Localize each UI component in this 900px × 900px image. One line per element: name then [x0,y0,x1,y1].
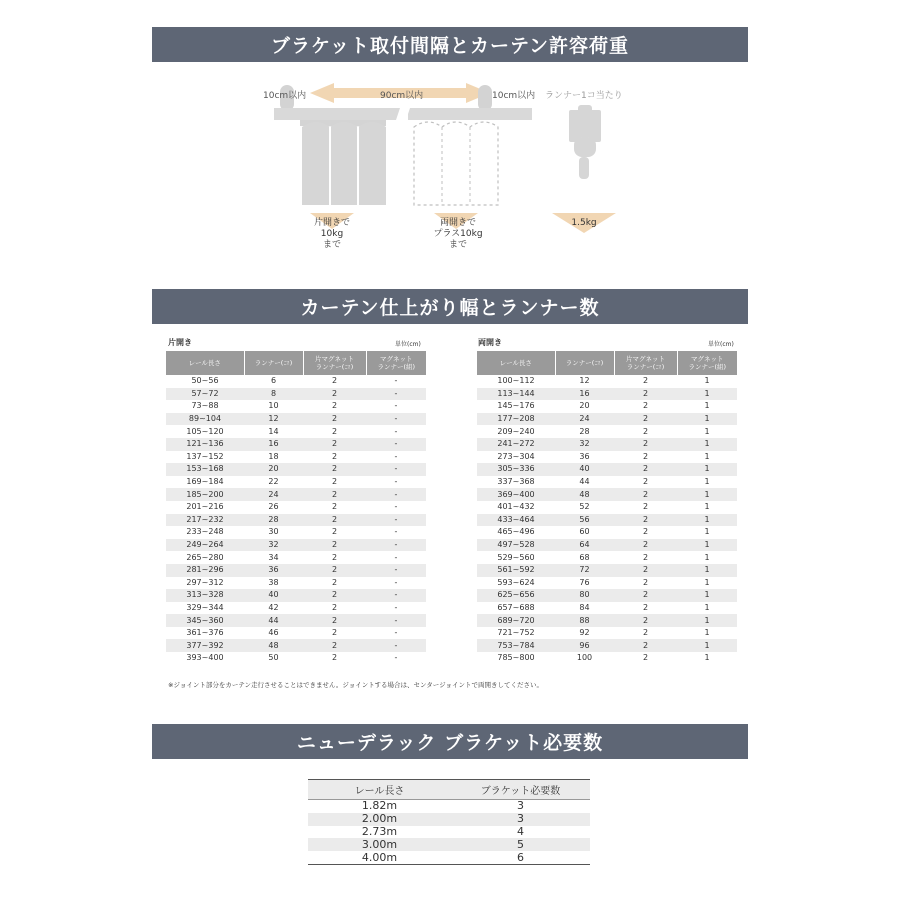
double-open-table [477,351,737,665]
rail-length-cell: 753~784 [477,639,555,652]
runner-cell: 34 [268,552,279,562]
runner-cell: 92 [579,628,590,638]
col-rail-length: レール長さ [166,351,244,375]
rail-length-cell: 305~336 [477,463,555,476]
magnet-runner-cell: 1 [704,502,710,512]
half-magnet-runner-cell: 2 [642,451,649,461]
runner-cell: 12 [244,413,303,426]
runner-cell: 52 [579,502,590,512]
half-magnet-runner-cell: 2 [614,639,677,652]
runner-cell: 48 [555,488,614,501]
half-magnet-runner-cell: 2 [331,653,338,663]
table-row [166,400,426,413]
half-magnet-runner-cell: 2 [303,539,366,552]
magnet-runner-cell: - [366,488,426,501]
magnet-runner-cell: - [366,438,426,451]
rail-length-cell: 785~800 [497,653,535,663]
magnet-runner-cell: 1 [677,413,737,426]
magnet-runner-cell: - [366,539,426,552]
table-row [477,375,737,388]
rail-length-cell: 265~280 [186,552,224,562]
rail-length-cell: 249~264 [166,539,244,552]
half-magnet-runner-cell: 2 [331,376,338,386]
runner-cell: 18 [268,451,279,461]
magnet-runner-cell: - [394,552,398,562]
magnet-runner-cell: - [394,376,398,386]
table-row [477,551,737,564]
half-magnet-runner-cell: 2 [642,477,649,487]
caption-single-open: 片開きで 10kg まで [313,218,350,250]
rail-length-cell: 73~88 [191,401,219,411]
table-row [477,602,737,615]
rail-length-cell: 209~240 [497,426,535,436]
table-row [166,501,426,514]
rail-length-cell: 2.00m [308,813,451,826]
runner-cell: 20 [244,463,303,476]
half-magnet-runner-cell: 2 [303,488,366,501]
magnet-runner-cell: - [394,426,398,436]
magnet-runner-cell: - [394,653,398,663]
bracket-count-cell: 4 [517,824,524,838]
rail-length-cell: 105~120 [186,426,224,436]
half-magnet-runner-cell: 2 [642,653,649,663]
runner-cell: 38 [268,577,279,587]
rail-length-cell: 217~232 [166,514,244,527]
runner-cell: 24 [244,488,303,501]
rail-length-cell: 153~168 [166,463,244,476]
magnet-runner-cell: 1 [704,527,710,537]
runner-cell: 22 [268,477,279,487]
double-open-title: 両開き [478,338,502,347]
runner-cell: 46 [268,628,279,638]
rail-length-cell: 377~392 [166,639,244,652]
section-title-runner-count: カーテン仕上がり幅とランナー数 [152,289,748,324]
rail-length-cell: 361~376 [186,628,224,638]
runner-cell: 32 [244,539,303,552]
table-row [308,813,590,826]
bracket-count-cell: 5 [451,838,590,851]
half-magnet-runner-cell: 2 [642,502,649,512]
table-row [166,488,426,501]
table-row [166,463,426,476]
rail-length-cell: 345~360 [166,614,244,627]
magnet-runner-cell: - [366,514,426,527]
table-row [166,589,426,602]
magnet-runner-cell: 1 [677,639,737,652]
rail-length-cell: 113~144 [477,388,555,401]
runner-cell: 42 [268,602,279,612]
magnet-runner-cell: 1 [677,539,737,552]
bracket-count-cell: 3 [517,799,524,813]
dim-left-label: 10cm以内 [263,91,307,101]
runner-cell: 100 [576,653,593,663]
half-magnet-runner-cell: 2 [642,628,649,638]
magnet-runner-cell: - [394,527,398,537]
half-magnet-runner-cell: 2 [614,589,677,602]
table-row [477,388,737,401]
runner-cell: 44 [244,614,303,627]
half-magnet-runner-cell: 2 [331,602,338,612]
table-row [166,388,426,401]
half-magnet-runner-cell: 2 [331,527,338,537]
table-row [477,488,737,501]
table-row [166,476,426,489]
rail-length-cell: 561~592 [477,564,555,577]
magnet-runner-cell: 1 [704,426,710,436]
magnet-runner-cell: 1 [704,451,710,461]
magnet-runner-cell: 1 [677,589,737,602]
table-row [477,514,737,527]
table-row [477,627,737,640]
half-magnet-runner-cell: 2 [303,614,366,627]
half-magnet-runner-cell: 2 [303,388,366,401]
table-row [477,639,737,652]
col-runner: ランナー(コ) [555,351,614,375]
half-magnet-runner-cell: 2 [614,514,677,527]
rail-length-cell: 1.82m [361,799,398,813]
half-magnet-runner-cell: 2 [303,514,366,527]
table-row [166,551,426,564]
magnet-runner-cell: - [394,451,398,461]
table-row [477,526,737,539]
table-row [308,838,590,851]
runner-cell: 64 [555,539,614,552]
rail-length-cell: 50~56 [191,376,219,386]
magnet-runner-cell: 1 [704,602,710,612]
rail-length-cell: 233~248 [186,527,224,537]
magnet-runner-cell: - [366,614,426,627]
col-half-magnet-runner: 片マグネット ランナー(コ) [614,351,677,375]
magnet-runner-cell: 1 [704,376,710,386]
magnet-runner-cell: 1 [677,614,737,627]
half-magnet-runner-cell: 2 [614,463,677,476]
table-row [477,413,737,426]
single-open-table [166,351,426,665]
runner-cell: 6 [270,376,277,386]
half-magnet-runner-cell: 2 [331,502,338,512]
table-row [166,438,426,451]
table-row [308,826,590,839]
bracket-diagram [152,75,748,265]
rail-length-cell: 57~72 [166,388,244,401]
table-row [166,627,426,640]
rail-length-cell: 3.00m [308,838,451,851]
runner-cell: 32 [555,438,614,451]
magnet-runner-cell: - [394,401,398,411]
magnet-runner-cell: 1 [704,653,710,663]
table-row [166,413,426,426]
rail-length-cell: 273~304 [497,451,535,461]
rail-length-cell: 393~400 [186,653,224,663]
half-magnet-runner-cell: 2 [331,451,338,461]
half-magnet-runner-cell: 2 [614,614,677,627]
magnet-runner-cell: 1 [677,488,737,501]
table-row [166,514,426,527]
half-magnet-runner-cell: 2 [642,527,649,537]
rail-length-cell: 401~432 [497,502,535,512]
magnet-runner-cell: - [394,502,398,512]
table-row [166,539,426,552]
table-row [477,438,737,451]
rail-length-cell: 137~152 [186,451,224,461]
half-magnet-runner-cell: 2 [642,602,649,612]
single-open-title: 片開き [168,338,192,347]
magnet-runner-cell: - [366,463,426,476]
runner-cell: 80 [555,589,614,602]
table-row [166,639,426,652]
magnet-runner-cell: - [366,639,426,652]
runner-cell: 30 [268,527,279,537]
runner-cell: 14 [268,426,279,436]
joint-note: ※ジョイント部分をカーテン走行させることはできません。ジョイントする場合は、センタージョイントで両開きしてください。 [168,681,544,689]
table-row [166,614,426,627]
rail-length-cell: 593~624 [497,577,535,587]
section-title-bracket-count: ニューデラック ブラケット必要数 [152,724,748,759]
runner-cell: 72 [555,564,614,577]
table-row [477,652,737,665]
table-row [477,614,737,627]
half-magnet-runner-cell: 2 [331,477,338,487]
half-magnet-runner-cell: 2 [331,426,338,436]
half-magnet-runner-cell: 2 [331,552,338,562]
runner-cell: 16 [555,388,614,401]
runner-cell: 8 [244,388,303,401]
rail-length-cell: 465~496 [497,527,535,537]
rail-length-cell: 433~464 [477,514,555,527]
half-magnet-runner-cell: 2 [642,577,649,587]
caption-runner-load: 1.5kg [571,218,597,228]
magnet-runner-cell: - [366,564,426,577]
rail-length-cell: 4.00m [308,851,451,864]
rail-length-cell: 297~312 [186,577,224,587]
runner-cell: 40 [244,589,303,602]
col-magnet-runner: マグネット ランナー(組) [366,351,426,375]
magnet-runner-cell: 1 [704,628,710,638]
magnet-runner-cell: - [394,477,398,487]
double-open-unit: 単位(cm) [708,341,734,348]
table-row [477,501,737,514]
magnet-runner-cell: - [394,602,398,612]
half-magnet-runner-cell: 2 [614,388,677,401]
runner-label: ランナー1コ当たり [545,91,623,101]
half-magnet-runner-cell: 2 [303,438,366,451]
caption-double-open: 両開きで プラス10kg まで [433,218,483,250]
table-row [477,539,737,552]
runner-cell: 12 [579,376,590,386]
runner-cell: 28 [244,514,303,527]
half-magnet-runner-cell: 2 [614,539,677,552]
rail-length-cell: 337~368 [497,477,535,487]
rail-length-cell: 89~104 [166,413,244,426]
table-row [477,451,737,464]
half-magnet-runner-cell: 2 [331,628,338,638]
rail-length-cell: 281~296 [166,564,244,577]
runner-cell: 76 [579,577,590,587]
table-row [166,526,426,539]
rail-length-cell: 497~528 [477,539,555,552]
section-title-bracket-spacing: ブラケット取付間隔とカーテン許容荷重 [152,27,748,62]
magnet-runner-cell: 1 [704,477,710,487]
runner-cell: 44 [579,477,590,487]
runner-cell: 84 [579,602,590,612]
magnet-runner-cell: 1 [704,401,710,411]
half-magnet-runner-cell: 2 [614,413,677,426]
runner-cell: 88 [555,614,614,627]
half-magnet-runner-cell: 2 [642,552,649,562]
runner-cell: 96 [555,639,614,652]
table-row [308,800,590,813]
rail-length-cell: 100~112 [497,376,535,386]
half-magnet-runner-cell: 2 [303,639,366,652]
rail-length-cell: 177~208 [477,413,555,426]
table-row [166,425,426,438]
col-rail-length: レール長さ [308,780,451,800]
bracket-count-table [308,779,590,865]
col-half-magnet-runner: 片マグネット ランナー(コ) [303,351,366,375]
rail-length-cell: 657~688 [497,602,535,612]
col-magnet-runner: マグネット ランナー(組) [677,351,737,375]
col-rail-length: レール長さ [477,351,555,375]
table-row [166,451,426,464]
runner-cell: 26 [268,502,279,512]
magnet-runner-cell: - [366,388,426,401]
rail-length-cell: 121~136 [166,438,244,451]
runner-cell: 36 [244,564,303,577]
magnet-runner-cell: 1 [704,577,710,587]
rail-length-cell: 529~560 [497,552,535,562]
table-row [166,652,426,665]
rail-length-cell: 169~184 [186,477,224,487]
table-row [308,851,590,864]
half-magnet-runner-cell: 2 [642,401,649,411]
magnet-runner-cell: 1 [704,552,710,562]
rail-length-cell: 185~200 [166,488,244,501]
single-open-unit: 単位(cm) [395,341,421,348]
magnet-runner-cell: 1 [677,463,737,476]
col-runner: ランナー(コ) [244,351,303,375]
bracket-count-cell: 3 [451,813,590,826]
magnet-runner-cell: - [394,577,398,587]
runner-cell: 40 [555,463,614,476]
runner-cell: 56 [555,514,614,527]
runner-cell: 16 [244,438,303,451]
half-magnet-runner-cell: 2 [331,401,338,411]
runner-cell: 10 [268,401,279,411]
rail-length-cell: 369~400 [477,488,555,501]
table-header-row [166,351,426,375]
table-row [477,577,737,590]
half-magnet-runner-cell: 2 [614,488,677,501]
half-magnet-runner-cell: 2 [303,413,366,426]
rail-length-cell: 145~176 [497,401,535,411]
magnet-runner-cell: 1 [677,438,737,451]
rail-length-cell: 241~272 [477,438,555,451]
half-magnet-runner-cell: 2 [614,564,677,577]
half-magnet-runner-cell: 2 [642,376,649,386]
magnet-runner-cell: 1 [677,564,737,577]
bracket-count-cell: 6 [451,851,590,864]
runner-cell: 24 [555,413,614,426]
dim-right-label: 10cm以内 [492,91,536,101]
runner-cell: 20 [579,401,590,411]
table-row [477,564,737,577]
rail-length-cell: 721~752 [497,628,535,638]
magnet-runner-cell: - [366,413,426,426]
rail-length-cell: 625~656 [477,589,555,602]
magnet-runner-cell: 1 [677,388,737,401]
half-magnet-runner-cell: 2 [614,438,677,451]
magnet-runner-cell: 1 [677,514,737,527]
magnet-runner-cell: - [394,628,398,638]
table-row [166,577,426,590]
runner-cell: 50 [268,653,279,663]
table-row [477,589,737,602]
half-magnet-runner-cell: 2 [303,564,366,577]
dim-middle-label: 90cm以内 [380,91,424,101]
rail-length-cell: 329~344 [186,602,224,612]
rail-length-cell: 689~720 [477,614,555,627]
rail-length-cell: 2.73m [361,824,398,838]
half-magnet-runner-cell: 2 [642,426,649,436]
rail-length-cell: 201~216 [186,502,224,512]
table-row [477,463,737,476]
col-bracket-count: ブラケット必要数 [451,780,590,800]
table-header-row [477,351,737,375]
runner-cell: 36 [579,451,590,461]
runner-cell: 68 [579,552,590,562]
table-header-row [308,780,590,800]
table-row [477,400,737,413]
rail-length-cell: 313~328 [166,589,244,602]
runner-cell: 60 [579,527,590,537]
table-row [166,564,426,577]
half-magnet-runner-cell: 2 [331,577,338,587]
table-row [477,425,737,438]
runner-cell: 28 [579,426,590,436]
table-row [477,476,737,489]
table-row [166,375,426,388]
table-row [166,602,426,615]
half-magnet-runner-cell: 2 [303,463,366,476]
half-magnet-runner-cell: 2 [303,589,366,602]
magnet-runner-cell: - [366,589,426,602]
runner-cell: 48 [244,639,303,652]
